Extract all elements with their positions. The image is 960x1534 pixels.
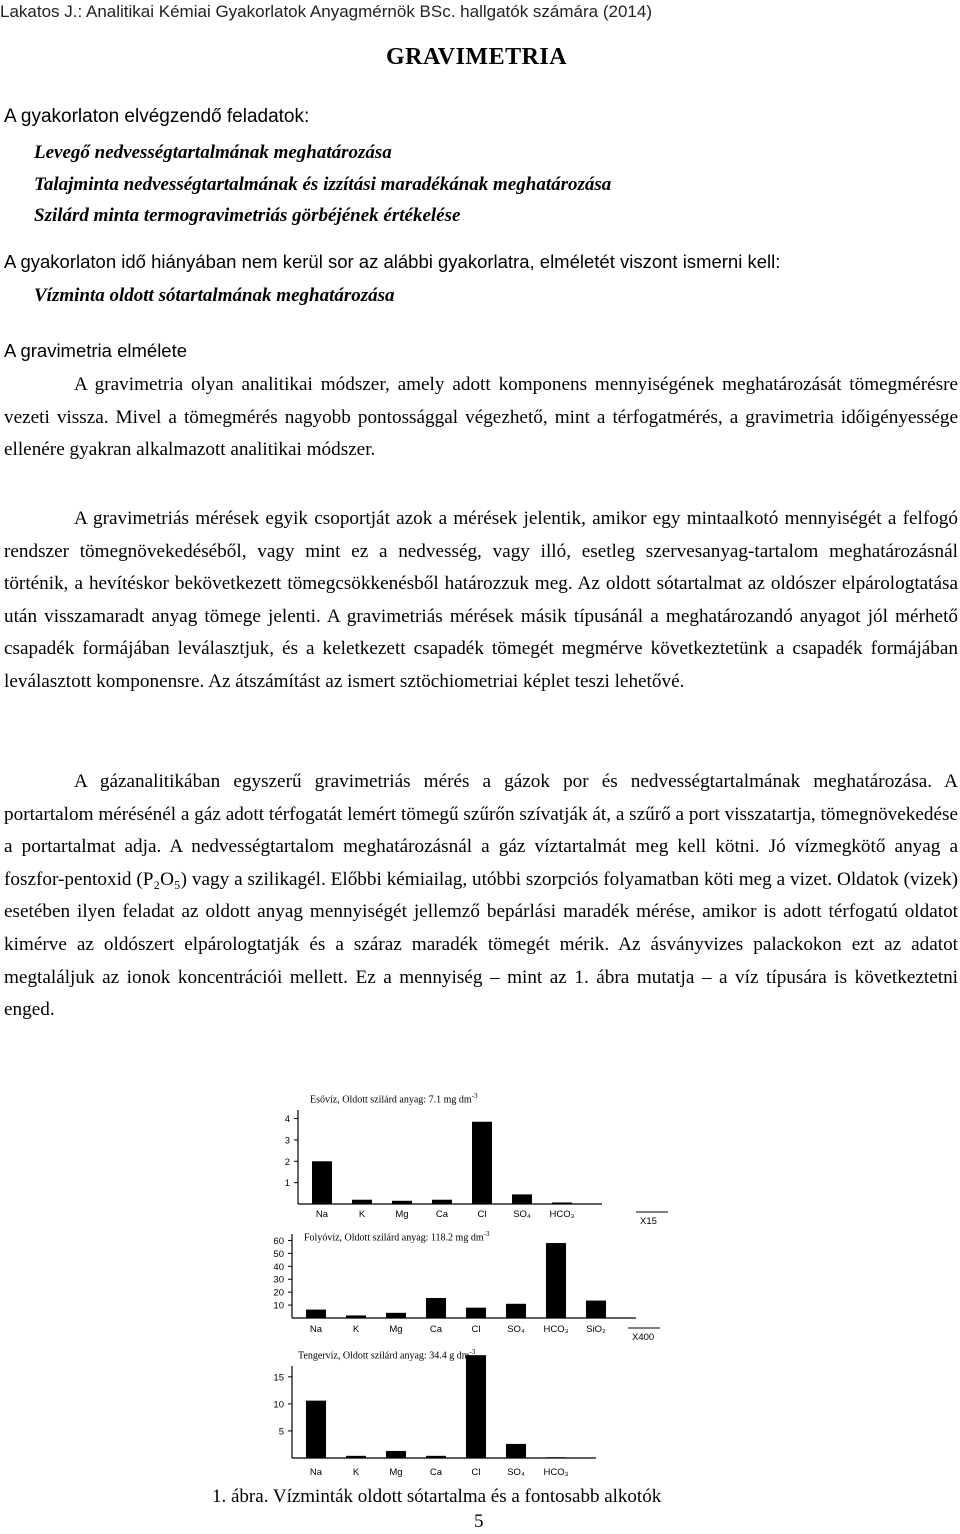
bar-0 [306, 1401, 326, 1458]
category-label: Mg [395, 1209, 409, 1220]
not-done-item: Vízminta oldott sótartalmának meghatározása [34, 285, 395, 306]
y-tick-label: 10 [273, 1399, 284, 1411]
bar-1 [346, 1456, 366, 1458]
bar-5 [512, 1194, 532, 1204]
y-tick-label: 15 [273, 1372, 284, 1384]
bar-6 [546, 1243, 566, 1318]
y-tick-label: 1 [284, 1178, 290, 1190]
category-label: Mg [389, 1324, 403, 1335]
category-label: Ca [429, 1467, 443, 1478]
category-label: Na [309, 1324, 323, 1335]
chart-seawater-title: Tengervíz, Oldott szilárd anyag: 34.4 g $dm^{-3}$ [298, 1348, 476, 1362]
bar-1 [352, 1200, 372, 1204]
y-tick-label: 5 [278, 1426, 284, 1438]
category-label: Cl [477, 1209, 487, 1220]
bar-6 [546, 1457, 566, 1458]
theory-paragraph-2: A gravimetriás mérések egyik csoportját azok a mérések jelentik, amikor egy mintaalkotó mennyiségét a felfogó rendszer tömegnövekedéséből, vagy mint ez a nedvesség, vagy illó, esetleg szervesanyag-tartalom meghatározásnál történik, a hevítéskor bekövetkezett tömegcsökkenésből határozzuk meg. Az oldott sótartalmat az oldószer elpárologtatása után visszamaradt anyag tömege jelenti. A gravimetriás mérések másik típusánál a meghatározandó anyagot jól mérhető csapadék formájában leválasztjuk, és a keletkezett csapadék tömegét megmérve következtetünk a csapadék formájában leválasztott komponensre. Az átszámítást az ismert sztöchiometriai képlet teszi lehetővé. [4, 508, 958, 692]
theory-paragraph-1: A gravimetria olyan analitikai módszer, amely adott komponens mennyiségének meghatározását tömegmérésre vezeti vissza. Mivel a tömegmérés nagyobb pontossággal végezhető, mint a térfogatmérés, a gravimetria időigényessége ellenére gyakran alkalmazott analitikai módszer. [4, 374, 958, 461]
category-label: SO₄ [513, 1209, 531, 1220]
section-title: GRAVIMETRIA [386, 44, 568, 70]
task-item-2: Talajminta nedvességtartalmának és izzítási maradékának meghatározása [34, 174, 612, 195]
y-tick-label: 10 [273, 1300, 284, 1312]
category-label: HCO₃ [543, 1467, 569, 1478]
category-label: Na [315, 1209, 329, 1220]
chart-riverwater [258, 1222, 698, 1346]
category-label: Mg [389, 1467, 403, 1478]
category-label: K [352, 1467, 360, 1478]
bar-5 [506, 1304, 526, 1318]
category-label: Cl [471, 1324, 481, 1335]
chart-riverwater-title: Folyóvíz, Oldott szilárd anyag: 118.2 mg $dm^{-3}$ [304, 1230, 490, 1244]
y-tick-label: 30 [273, 1274, 284, 1286]
y-tick-label: 20 [273, 1287, 284, 1299]
bar-3 [432, 1200, 452, 1204]
bar-0 [312, 1161, 332, 1204]
bar-3 [426, 1456, 446, 1458]
bar-4 [466, 1308, 486, 1318]
not-done-intro: A gyakorlaton idő hiányában nem kerül sor az alábbi gyakorlatra, elméletét viszont ismerni kell: [4, 251, 781, 272]
bar-3 [426, 1298, 446, 1318]
multiplier-note: X400 [632, 1332, 655, 1343]
task-item-3: Szilárd minta termogravimetriás görbéjének értékelése [34, 205, 461, 226]
category-label: Ca [429, 1324, 443, 1335]
task-item-1: Levegő nedvességtartalmának meghatározása [34, 142, 392, 163]
bar-0 [306, 1310, 326, 1318]
category-label: SO₄ [507, 1467, 525, 1478]
y-tick-label: 60 [273, 1235, 284, 1247]
category-label: K [352, 1324, 360, 1335]
category-label: HCO₃ [549, 1209, 575, 1220]
chart-rainwater-title: Esővíz, Oldott szilárd anyag: 7.1 mg $dm^{-3}$ [310, 1092, 478, 1106]
category-label: Ca [435, 1209, 449, 1220]
page-number: 5 [474, 1511, 484, 1532]
chart-seawater [258, 1342, 698, 1484]
category-label: SiO₂ [586, 1324, 606, 1335]
chart-rainwater [258, 1086, 698, 1228]
bar-2 [386, 1313, 406, 1318]
y-tick-label: 4 [284, 1114, 290, 1126]
bar-1 [346, 1315, 366, 1318]
y-tick-label: 40 [273, 1261, 284, 1273]
bar-7 [586, 1301, 606, 1318]
y-tick-label: 50 [273, 1248, 284, 1260]
multiplier-note: X15 [640, 1216, 657, 1227]
bar-5 [506, 1444, 526, 1458]
bar-2 [386, 1451, 406, 1458]
y-tick-label: 3 [284, 1135, 290, 1147]
theory-paragraph-3: A gázanalitikában egyszerű gravimetriás mérés a gázok por és nedvességtartalmának meghatározása. A portartalom mérésénél a gáz adott térfogatát lemért tömegű szűrőn szívatják át, a szűrő a port visszatartja, tömegnövekedése a portartalmat adja. A nedvességtartalom meghatározásnál a gáz víztartalmát meg kell kötni. Jó vízmegkötő anyag a foszfor-pentoxid (P₂O₅) vagy a szilikagél. Előbbi kémiailag, utóbbi szorpciós folyamatban köti meg a vizet. Oldatok (vizek) esetében ilyen feladat az oldott anyag mennyiségét jellemző bepárlási maradék mérése, amikor is adott térfogatú oldatot kimérve az oldószert elpárologtatják és a száraz maradék tömegét mérik. Az ásványvizes palackokon ezt az adatot megtaláljuk az ionok koncentrációi mellett. Ez a mennyiség – mint az 1. ábra mutatja – a víz típusára is következtetni enged. [4, 771, 958, 1021]
theory-heading: A gravimetria elmélete [4, 340, 188, 361]
category-label: Cl [471, 1467, 481, 1478]
y-tick-label: 2 [284, 1156, 290, 1168]
category-label: HCO₃ [543, 1324, 569, 1335]
bar-6 [552, 1203, 572, 1204]
category-label: Na [309, 1467, 323, 1478]
chart-seawater-svg [258, 1342, 698, 1484]
running-header: Lakatos J.: Analitikai Kémiai Gyakorlatok Anyagmérnök BSc. hallgatók számára (2014) [0, 2, 652, 21]
bar-4 [466, 1355, 486, 1458]
category-label: SO₄ [507, 1324, 525, 1335]
bar-4 [472, 1122, 492, 1204]
category-label: K [358, 1209, 366, 1220]
bar-2 [392, 1201, 412, 1204]
tasks-intro: A gyakorlaton elvégzendő feladatok: [4, 106, 310, 127]
chart-rainwater-svg [258, 1086, 698, 1228]
figure-caption: 1. ábra. Vízminták oldott sótartalma és a fontosabb alkotók [212, 1486, 662, 1507]
